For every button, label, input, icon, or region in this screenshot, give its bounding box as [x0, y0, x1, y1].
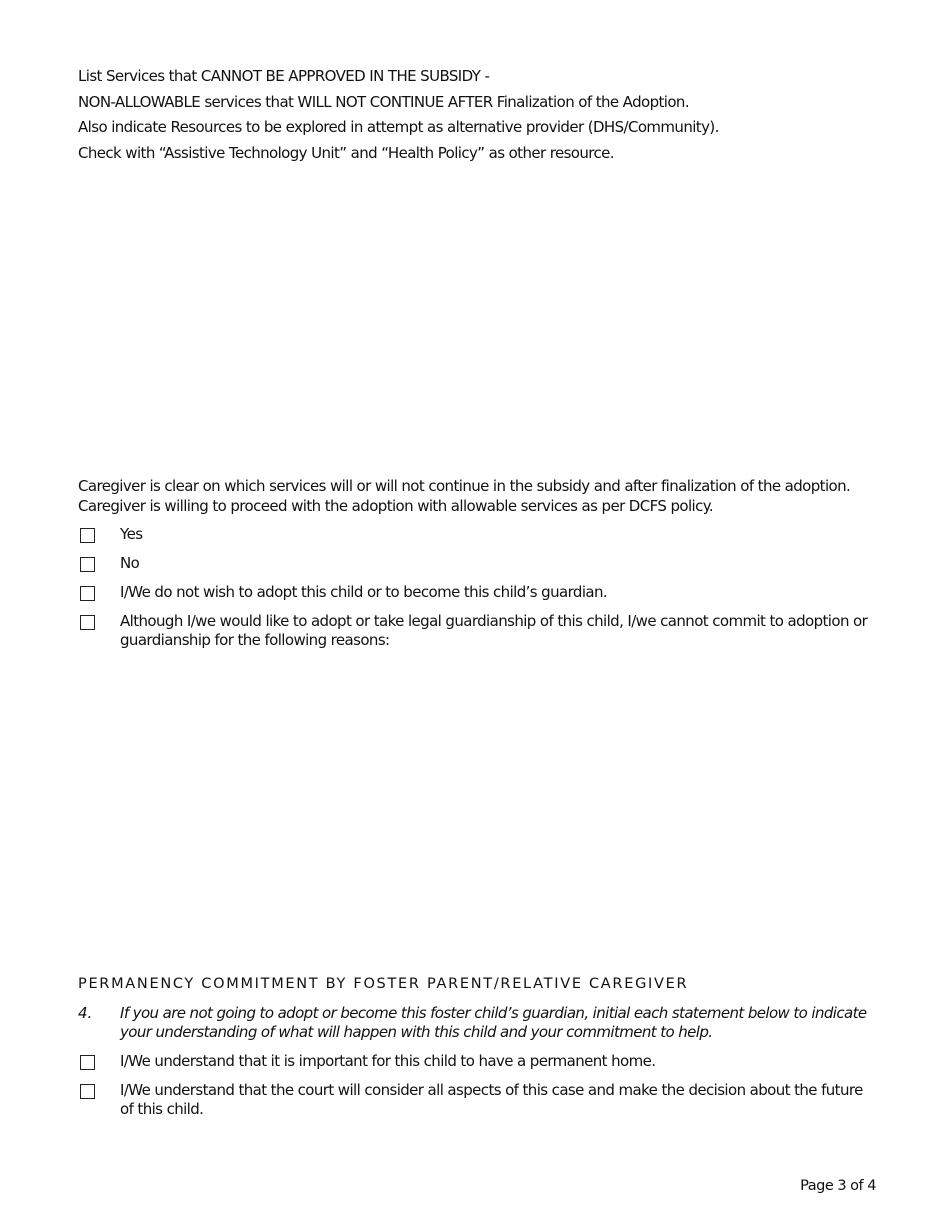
page-number: Page 3 of 4: [800, 1178, 876, 1194]
cannot-commit-label: Although I/we would like to adopt or take legal guardianship of this child, I/we cannot commit to adoption or guardianship for the following reasons:: [120, 612, 868, 649]
services-instruction-line-4: Check with “Assistive Technology Unit” and “Health Policy” as other resource.: [78, 144, 614, 162]
court-decision-checkbox[interactable]: [80, 1084, 95, 1099]
services-instruction-line-3: Also indicate Resources to be explored in attempt as alternative provider (DHS/Community).: [78, 118, 719, 136]
item-instruction: If you are not going to adopt or become this foster child’s guardian, initial each statement below to indicate your understanding of what will happen with this child and your commitment to help.: [120, 1004, 867, 1041]
court-decision-label: I/We understand that the court will consider all aspects of this case and make the decision about the future of this child.: [120, 1081, 863, 1118]
permanent-home-label: I/We understand that it is important for this child to have a permanent home.: [120, 1052, 656, 1070]
no-label: No: [120, 554, 140, 572]
permanency-heading: PERMANENCY COMMITMENT BY FOSTER PARENT/RELATIVE CAREGIVER: [78, 976, 689, 992]
services-response-area[interactable]: [78, 175, 878, 465]
item-number: 4.: [78, 1004, 93, 1022]
no-checkbox[interactable]: [80, 557, 95, 572]
services-instruction-line-1: List Services that CANNOT BE APPROVED IN THE SUBSIDY -: [78, 67, 490, 85]
not-adopt-label: I/We do not wish to adopt this child or to become this child’s guardian.: [120, 583, 608, 601]
reasons-response-area[interactable]: [78, 660, 878, 960]
caregiver-statement-line-2: Caregiver is willing to proceed with the adoption with allowable services as per DCFS policy.: [78, 497, 714, 515]
not-adopt-checkbox[interactable]: [80, 586, 95, 601]
cannot-commit-checkbox[interactable]: [80, 615, 95, 630]
permanent-home-checkbox[interactable]: [80, 1055, 95, 1070]
caregiver-statement-line-1: Caregiver is clear on which services will or will not continue in the subsidy and after finalization of the adoption.: [78, 477, 851, 495]
yes-label: Yes: [120, 525, 143, 543]
yes-checkbox[interactable]: [80, 528, 95, 543]
services-instruction-line-2: NON-ALLOWABLE services that WILL NOT CONTINUE AFTER Finalization of the Adoption.: [78, 93, 690, 111]
